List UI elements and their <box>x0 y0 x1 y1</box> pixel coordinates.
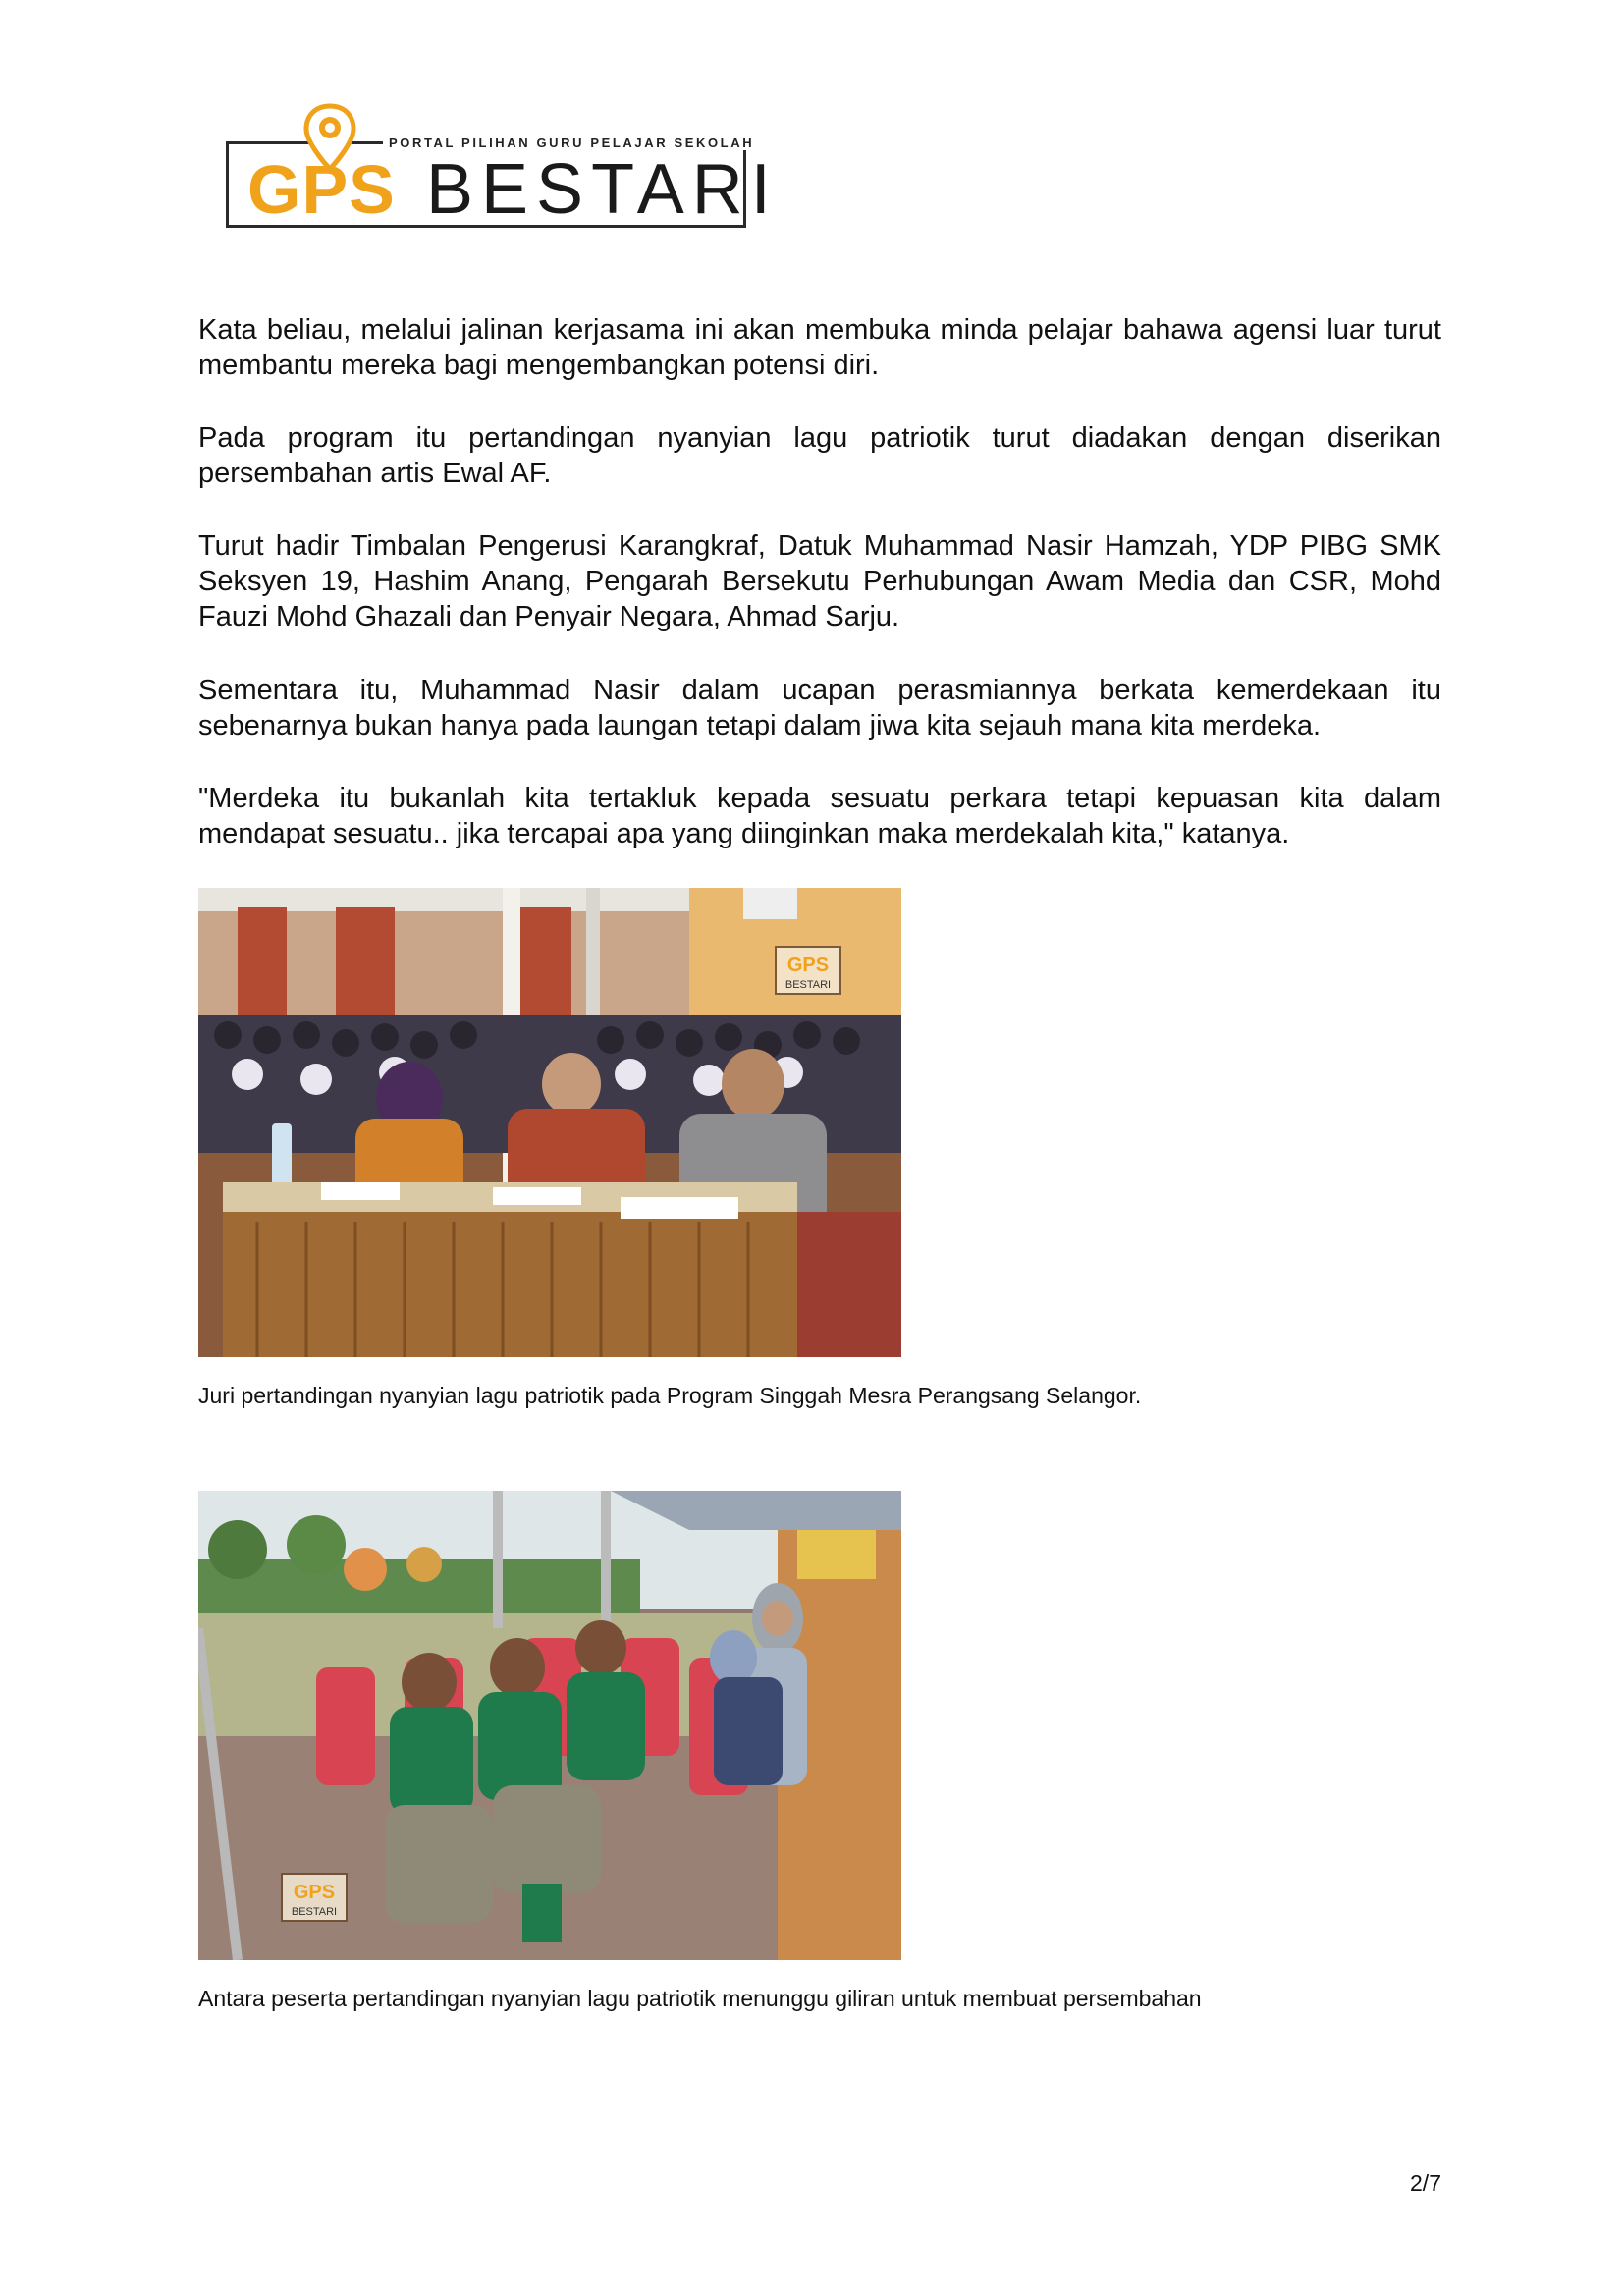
svg-text:GPS: GPS <box>293 1882 336 1903</box>
paragraph-1: Kata beliau, melalui jalinan kerjasama ini akan membuka minda pelajar bahawa agensi luar turut membantu mereka bagi mengembangkan potensi diri. <box>198 314 1441 381</box>
paragraph-3: Turut hadir Timbalan Pengerusi Karangkraf, Datuk Muhammad Nasir Hamzah, YDP PIBG SMK Seksyen 19, Hashim Anang, Pengarah Bersekutu Perhubungan Awam Media dan CSR, Mohd Fauzi Mohd Ghazali dan Penyair Negara, Ahmad Sarju. <box>198 530 1441 632</box>
watermark-logo <box>776 947 840 994</box>
photo-caption-1: Juri pertandingan nyanyian lagu patriotik pada Program Singgah Mesra Perangsang Selangor. <box>198 1383 1142 1408</box>
logo-tagline: PORTAL PILIHAN GURU PELAJAR SEKOLAH <box>383 136 760 150</box>
svg-text:GPS: GPS <box>786 955 830 976</box>
photo-judges <box>198 888 901 1357</box>
watermark-logo <box>282 1874 347 1921</box>
photo-participants <box>198 1491 901 1960</box>
photo-caption-2: Antara peserta pertandingan nyanyian lagu patriotik menunggu giliran untuk membuat persembahan <box>198 1986 1202 2011</box>
logo-bestari-text: BESTARI <box>426 150 779 229</box>
logo-gps-text: GPS <box>247 151 396 228</box>
gps-bestari-logo <box>224 102 779 230</box>
paragraph-4: Sementara itu, Muhammad Nasir dalam ucapan perasmiannya berkata kemerdekaan itu sebenarnya bukan hanya pada laungan tetapi dalam jiwa kita sejauh mana kita merdeka. <box>198 675 1441 741</box>
paragraph-2: Pada program itu pertandingan nyanyian lagu patriotik turut diadakan dengan diserikan persembahan artis Ewal AF. <box>198 422 1441 489</box>
svg-text:BESTARI: BESTARI <box>784 979 832 991</box>
page-number: 2/7 <box>1410 2170 1441 2196</box>
svg-text:BESTARI: BESTARI <box>291 1906 338 1918</box>
paragraph-5: "Merdeka itu bukanlah kita tertakluk kepada sesuatu perkara tetapi kepuasan kita dalam mendapat sesuatu.. jika tercapai apa yang diinginkan maka merdekalah kita," katanya. <box>198 783 1441 849</box>
